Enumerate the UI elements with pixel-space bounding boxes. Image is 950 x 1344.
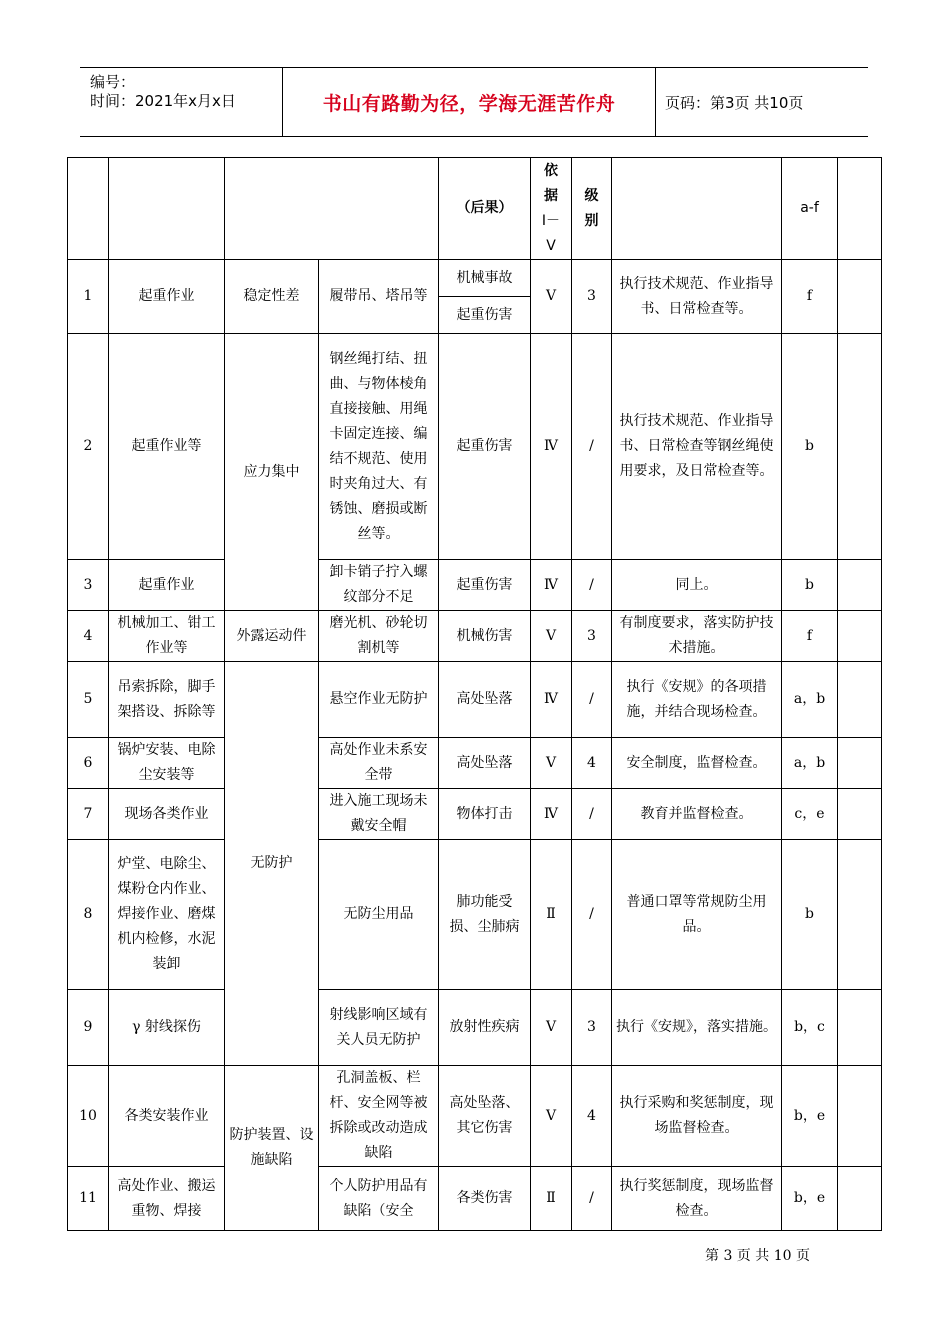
row-af: b，e (782, 1066, 838, 1167)
row-af: a，b (782, 662, 838, 738)
row-factor: 防护装置、设施缺陷 (225, 1066, 319, 1231)
row-basis: Ⅳ (531, 334, 572, 560)
row-measure: 安全制度，监督检查。 (612, 738, 782, 789)
row-work: 锅炉安装、电除尘安装等 (109, 738, 225, 789)
row-consequence: 高处坠落、其它伤害 (439, 1066, 531, 1167)
row-desc: 钢丝绳打结、扭曲、与物体棱角直接接触、用绳卡固定连接、编结不规范、使用时夹角过大、有锈蚀、磨损或断丝等。 (319, 334, 439, 560)
table-row (68, 334, 882, 560)
row-basis: Ⅱ (531, 1167, 572, 1231)
row-measure: 普通口罩等常规防尘用品。 (612, 840, 782, 990)
header-level-line1: 级 (584, 187, 599, 204)
row-extra (838, 662, 882, 738)
time-label: 时间：2021年x月x日 (90, 92, 236, 110)
number-label: 编号： (90, 73, 136, 91)
table-row (68, 840, 882, 990)
row-no: 6 (68, 738, 109, 789)
row-no: 8 (68, 840, 109, 990)
row-factor: 无防护 (225, 662, 319, 1066)
table-row (68, 560, 882, 611)
row-factor: 稳定性差 (225, 260, 319, 334)
row-level: 3 (572, 260, 612, 334)
row-consequence-a: 机械事故 (439, 260, 530, 297)
header-cell-work (109, 158, 225, 260)
row-no: 9 (68, 990, 109, 1066)
header-meta (80, 68, 282, 136)
row-measure: 执行技术规范、作业指导书、日常检查等。 (612, 260, 782, 334)
row-consequence: 放射性疾病 (439, 990, 531, 1066)
row-measure: 执行《安规》，落实措施。 (612, 990, 782, 1066)
table-header-row (68, 158, 882, 260)
header-motto-cell (282, 68, 656, 136)
header-page-cell (655, 68, 868, 136)
header-basis-line1: 依 (544, 162, 558, 179)
header-measure (612, 158, 782, 260)
row-af: b (782, 840, 838, 990)
row-level: / (572, 560, 612, 611)
row-measure: 教育并监督检查。 (612, 789, 782, 840)
row-no: 2 (68, 334, 109, 560)
row-consequence: 肺功能受损、尘肺病 (439, 840, 531, 990)
row-consequence: 高处坠落 (439, 738, 531, 789)
row-extra (838, 840, 882, 990)
row-af: a，b (782, 738, 838, 789)
row-desc: 射线影响区域有关人员无防护 (319, 990, 439, 1066)
row-desc: 孔洞盖板、栏杆、安全网等被拆除或改动造成缺陷 (319, 1066, 439, 1167)
row-level: / (572, 840, 612, 990)
row-level: / (572, 662, 612, 738)
row-work: 高处作业、搬运重物、焊接 (109, 1167, 225, 1231)
row-af: c，e (782, 789, 838, 840)
row-no: 10 (68, 1066, 109, 1167)
row-level: / (572, 1167, 612, 1231)
row-consequence: 起重伤害 (439, 334, 531, 560)
page-footer: 第 3 页 共 10 页 (705, 1248, 810, 1264)
table-row (68, 789, 882, 840)
row-extra (838, 738, 882, 789)
row-work: γ 射线探伤 (109, 990, 225, 1066)
row-level: 4 (572, 1066, 612, 1167)
row-extra (838, 1167, 882, 1231)
row-consequence: 各类伤害 (439, 1167, 531, 1231)
row-desc: 履带吊、塔吊等 (319, 260, 439, 334)
row-extra (838, 789, 882, 840)
row-consequence-b: 起重伤害 (456, 306, 513, 323)
motto: 书山有路勤为径，学海无涯苦作舟 (322, 92, 616, 115)
row-work: 各类安装作业 (109, 1066, 225, 1167)
header-cell-no (68, 158, 109, 260)
row-factor: 应力集中 (225, 334, 319, 611)
header-consequence: （后果） (439, 158, 531, 260)
table-row (68, 662, 882, 738)
row-no: 5 (68, 662, 109, 738)
row-extra (838, 1066, 882, 1167)
row-consequence: 起重伤害 (439, 560, 531, 611)
row-no: 1 (68, 260, 109, 334)
row-extra (838, 560, 882, 611)
row-af: b (782, 334, 838, 560)
row-consequence: 物体打击 (439, 789, 531, 840)
table-row (68, 738, 882, 789)
row-level: / (572, 789, 612, 840)
row-measure: 执行技术规范、作业指导书、日常检查等钢丝绳使用要求，及日常检查等。 (612, 334, 782, 560)
header-extra (838, 158, 882, 260)
table-row (68, 260, 882, 334)
row-level: / (572, 334, 612, 560)
row-level: 4 (572, 738, 612, 789)
table-row (68, 611, 882, 662)
row-work: 现场各类作业 (109, 789, 225, 840)
row-desc: 卸卡销子拧入螺纹部分不足 (319, 560, 439, 611)
header-af: a-f (782, 158, 838, 260)
hazard-table (67, 157, 882, 1231)
row-basis: Ⅳ (531, 560, 572, 611)
row-no: 4 (68, 611, 109, 662)
row-work: 炉堂、电除尘、煤粉仓内作业、焊接作业、磨煤机内检修，水泥装卸 (109, 840, 225, 990)
row-basis: Ⅴ (531, 260, 572, 334)
row-work: 起重作业 (109, 560, 225, 611)
row-consequence (439, 260, 531, 334)
row-no: 7 (68, 789, 109, 840)
row-af: f (782, 611, 838, 662)
row-desc: 高处作业未系安全带 (319, 738, 439, 789)
page-info: 页码：第3页 共10页 (665, 93, 804, 112)
header-basis (531, 158, 572, 260)
row-desc: 个人防护用品有缺陷（安全 (319, 1167, 439, 1231)
table-row (68, 1066, 882, 1167)
table-row (68, 1167, 882, 1231)
row-work: 吊索拆除，脚手架搭设、拆除等 (109, 662, 225, 738)
row-no: 3 (68, 560, 109, 611)
row-basis: Ⅴ (531, 738, 572, 789)
row-af: b (782, 560, 838, 611)
row-af: b，e (782, 1167, 838, 1231)
row-measure: 执行采购和奖惩制度，现场监督检查。 (612, 1066, 782, 1167)
header-basis-line4: Ⅴ (546, 237, 556, 254)
header-basis-line2: 据 (544, 187, 558, 204)
row-extra (838, 260, 882, 334)
row-extra (838, 611, 882, 662)
row-basis: Ⅴ (531, 611, 572, 662)
header-level (572, 158, 612, 260)
row-af: b，c (782, 990, 838, 1066)
row-desc: 进入施工现场未戴安全帽 (319, 789, 439, 840)
row-basis: Ⅴ (531, 1066, 572, 1167)
row-work: 起重作业等 (109, 334, 225, 560)
row-work: 机械加工、钳工作业等 (109, 611, 225, 662)
header-basis-line3: Ⅰ－ (541, 212, 561, 229)
row-extra (838, 990, 882, 1066)
row-consequence: 机械伤害 (439, 611, 531, 662)
row-basis: Ⅳ (531, 662, 572, 738)
row-no: 11 (68, 1167, 109, 1231)
header-level-line2: 别 (584, 212, 599, 229)
header-cell-factor (225, 158, 439, 260)
table-row (68, 990, 882, 1066)
row-measure: 执行《安规》的各项措施，并结合现场检查。 (612, 662, 782, 738)
row-level: 3 (572, 611, 612, 662)
row-basis: Ⅴ (531, 990, 572, 1066)
row-measure: 有制度要求，落实防护技术措施。 (612, 611, 782, 662)
row-measure: 执行奖惩制度，现场监督检查。 (612, 1167, 782, 1231)
document-header (80, 67, 868, 137)
row-level: 3 (572, 990, 612, 1066)
row-basis: Ⅳ (531, 789, 572, 840)
row-measure: 同上。 (612, 560, 782, 611)
row-desc: 悬空作业无防护 (319, 662, 439, 738)
row-desc: 无防尘用品 (319, 840, 439, 990)
row-work: 起重作业 (109, 260, 225, 334)
row-desc: 磨光机、砂轮切割机等 (319, 611, 439, 662)
row-af: f (782, 260, 838, 334)
row-factor: 外露运动件 (225, 611, 319, 662)
row-consequence: 高处坠落 (439, 662, 531, 738)
row-extra (838, 334, 882, 560)
row-basis: Ⅱ (531, 840, 572, 990)
